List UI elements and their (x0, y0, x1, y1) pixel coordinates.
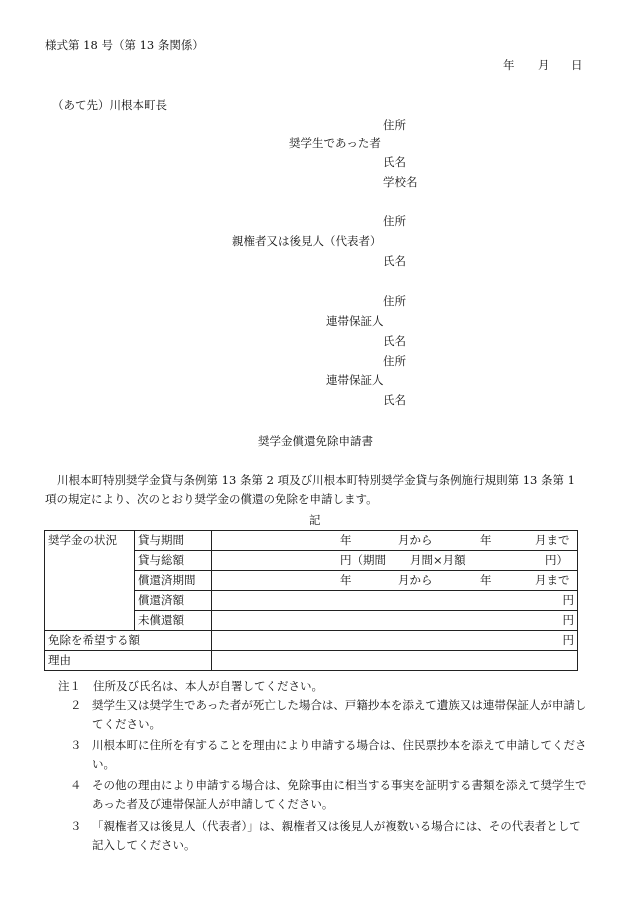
table-row (45, 631, 578, 651)
reason-label: 理由 (48, 652, 71, 667)
guardian-address-label: 住所 (383, 214, 406, 228)
note-text: 奨学生又は奨学生であった者が死亡した場合は、戸籍抄本を添えて遺族又は連帯保証人が申請してください。 (92, 698, 587, 731)
loan-total-label: 貸与総額 (138, 552, 184, 567)
loan-total-months: 月間×月額 (410, 553, 466, 567)
addressee: （あて先）川根本町長 (52, 98, 167, 112)
guarantor1-address-label: 住所 (383, 294, 406, 308)
loan-period-field[interactable] (212, 531, 578, 551)
repaid-amount-label-cell (135, 591, 212, 611)
student-name-label: 氏名 (383, 155, 406, 169)
repaid-amount-yen: 円 (562, 593, 574, 607)
date-year: 年 (503, 58, 515, 72)
guardian-title: 親権者又は後見人（代表者） (232, 234, 382, 248)
repaid-period-year2: 年 (480, 573, 492, 587)
reason-label-cell (45, 651, 212, 671)
note-item-1 (58, 677, 588, 696)
loan-total-yen-close: 円） (545, 553, 568, 567)
note-text: 「親権者又は後見人（代表者）」は、親権者又は後見人が複数いる場合には、その代表者として記入してください。 (92, 819, 581, 852)
body-text: 川根本町特別奨学金貸与条例第 13 条第 2 項及び川根本町特別奨学金貸与条例施行規則第 13 条第 1 項の規定により、次のとおり奨学金の償還の免除を申請します。 (45, 473, 575, 506)
loan-total-field[interactable] (212, 551, 578, 571)
note-item-4 (70, 776, 590, 814)
repaid-amount-label: 償還済額 (138, 592, 184, 607)
loan-period-until: 月まで (535, 533, 570, 547)
repaid-period-field[interactable] (212, 571, 578, 591)
note-item-5 (70, 817, 590, 855)
form-number: 様式第 18 号（第 13 条関係） (45, 38, 204, 52)
repaid-period-label: 償還済期間 (138, 572, 196, 587)
unpaid-amount-label-cell (135, 611, 212, 631)
notes-prefix: 注１ (58, 679, 81, 693)
loan-period-label-cell (135, 531, 212, 551)
loan-period-from: 月から (398, 533, 433, 547)
note-text: その他の理由により申請する場合は、免除事由に相当する事実を証明する書類を添えて奨学生であった者及び連帯保証人が申請してください。 (92, 778, 587, 811)
date-day: 日 (571, 58, 583, 72)
note-text: 住所及び氏名は、本人が自署してください。 (93, 679, 323, 693)
note-text: 川根本町に住所を有することを理由により申請する場合は、住民票抄本を添えて申請してください。 (92, 738, 587, 771)
note-item-2 (70, 696, 590, 734)
exemption-label: 免除を希望する額 (48, 632, 140, 647)
guarantor2-name-label: 氏名 (383, 393, 406, 407)
unpaid-amount-label: 未償還額 (138, 612, 184, 627)
guarantor2-title: 連帯保証人 (326, 373, 384, 387)
repaid-period-label-cell (135, 571, 212, 591)
guarantor1-name-label: 氏名 (383, 334, 406, 348)
loan-period-label: 貸与期間 (138, 532, 184, 547)
table-row (45, 531, 578, 551)
loan-period-year1: 年 (340, 533, 352, 547)
loan-total-yen-open: 円（期間 (340, 553, 386, 567)
scholarship-status-table (44, 530, 578, 671)
status-label-cell (45, 531, 135, 631)
unpaid-amount-yen: 円 (562, 613, 574, 627)
guarantor1-title: 連帯保証人 (326, 314, 384, 328)
guardian-name-label: 氏名 (383, 254, 406, 268)
repaid-amount-field[interactable] (212, 591, 578, 611)
document-title: 奨学金償還免除申請書 (258, 434, 373, 448)
note-number: ４ (70, 778, 82, 792)
exemption-label-cell (45, 631, 212, 651)
reason-field[interactable] (212, 651, 578, 671)
student-address-label: 住所 (383, 118, 406, 132)
loan-total-label-cell (135, 551, 212, 571)
exemption-amount-yen: 円 (562, 633, 574, 647)
repaid-period-from: 月から (398, 573, 433, 587)
status-label: 奨学金の状況 (48, 533, 117, 547)
exemption-amount-field[interactable] (212, 631, 578, 651)
loan-period-year2: 年 (480, 533, 492, 547)
note-number: ３ (70, 738, 82, 752)
unpaid-amount-field[interactable] (212, 611, 578, 631)
guarantor2-address-label: 住所 (383, 354, 406, 368)
note-number: ２ (70, 698, 82, 712)
student-school-label: 学校名 (383, 175, 418, 189)
ki-label: 記 (309, 513, 321, 527)
date-month: 月 (538, 58, 550, 72)
student-title: 奨学生であった者 (289, 136, 381, 150)
note-number: ３ (70, 819, 82, 833)
repaid-period-year1: 年 (340, 573, 352, 587)
note-item-3 (70, 736, 590, 774)
body-paragraph (45, 471, 590, 509)
table-row (45, 651, 578, 671)
repaid-period-until: 月まで (535, 573, 570, 587)
